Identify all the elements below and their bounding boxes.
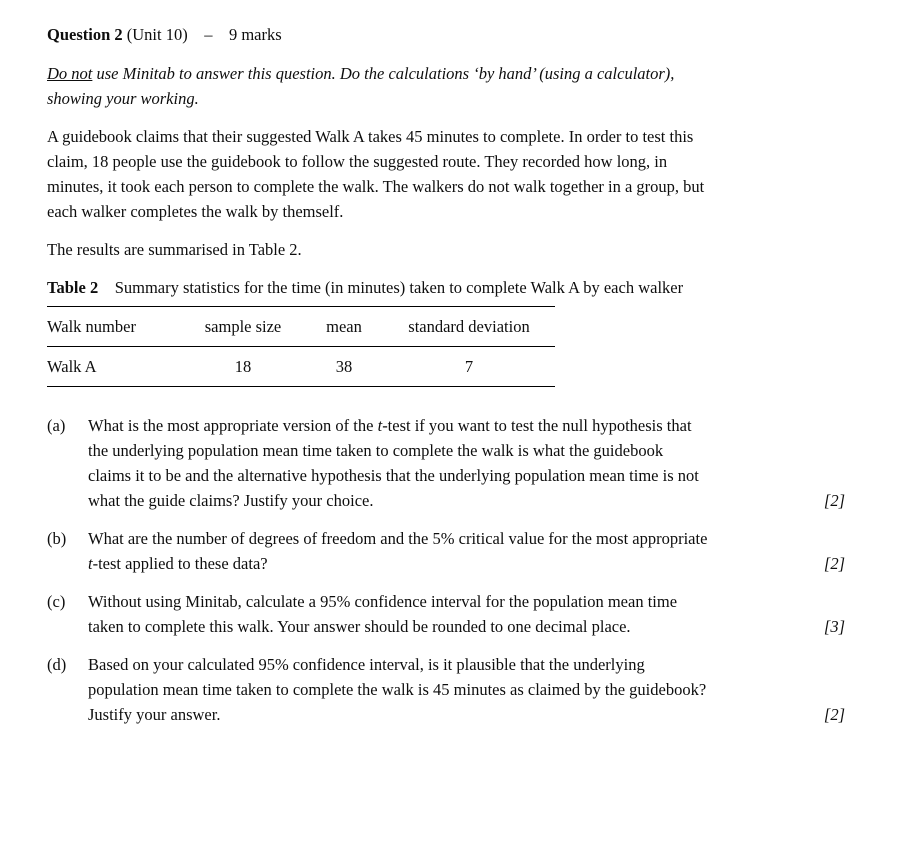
scenario-paragraph: A guidebook claims that their suggested Walk A takes 45 minutes to complete. In order to test this claim, 18 people use the guidebook to follow the suggested route. They recorded how long, in minutes, it took each person to complete the walk. The walkers do not walk together in a group, but each walker completes the walk by themself. [47,127,705,221]
part-a [47,413,845,513]
part-d-marks: [2] [823,705,845,724]
instruction-paragraph: Do not use Minitab to answer this question. Do the calculations ‘by hand’ (using a calculator), showing your working. [47,64,675,108]
part-b-label: (b) [47,529,67,548]
part-a-text: What is the most appropriate version of the t-test if you want to test the null hypothesis that the underlying population mean time taken to complete the walk is what the guidebook claims it to be and the alternative hypothesis that the underlying population mean time is not what the guide claims? Justify your choice. [88,416,699,510]
part-a-marks: [2] [823,491,845,510]
table-header-sample-size: sample size [204,317,282,336]
cell-sample-size: 18 [234,357,252,376]
table-caption: Table 2 Summary statistics for the time (in minutes) taken to complete Walk A by each walker [47,278,684,297]
summary-table [47,306,555,387]
part-c-marks: [3] [823,617,845,636]
part-b-marks: [2] [823,554,845,573]
part-d [47,652,845,727]
question-parts [47,413,845,727]
cell-walk-name: Walk A [47,357,97,376]
table-header-standard-deviation: standard deviation [408,317,530,336]
part-b [47,526,845,576]
part-b-text: What are the number of degrees of freedom and the 5% critical value for the most appropriate t-test applied to these data? [88,529,708,573]
part-d-label: (d) [47,655,67,674]
table-header-mean: mean [326,317,362,336]
table-header-row [47,307,555,347]
question-header: Question 2 (Unit 10) – 9 marks [47,25,282,44]
cell-mean: 38 [335,357,353,376]
results-line: The results are summarised in Table 2. [47,240,302,259]
table-row [47,347,555,387]
part-c-text: Without using Minitab, calculate a 95% confidence interval for the population mean time taken to complete this walk. Your answer should be rounded to one decimal place. [88,592,678,636]
cell-standard-deviation: 7 [464,357,474,376]
part-d-text: Based on your calculated 95% confidence interval, is it plausible that the underlying population mean time taken to complete the walk is 45 minutes as claimed by the guidebook? Justify your answer. [88,655,707,724]
part-a-label: (a) [47,416,66,435]
part-c [47,589,845,639]
table-header-walk-number: Walk number [47,317,136,336]
part-c-label: (c) [47,592,66,611]
